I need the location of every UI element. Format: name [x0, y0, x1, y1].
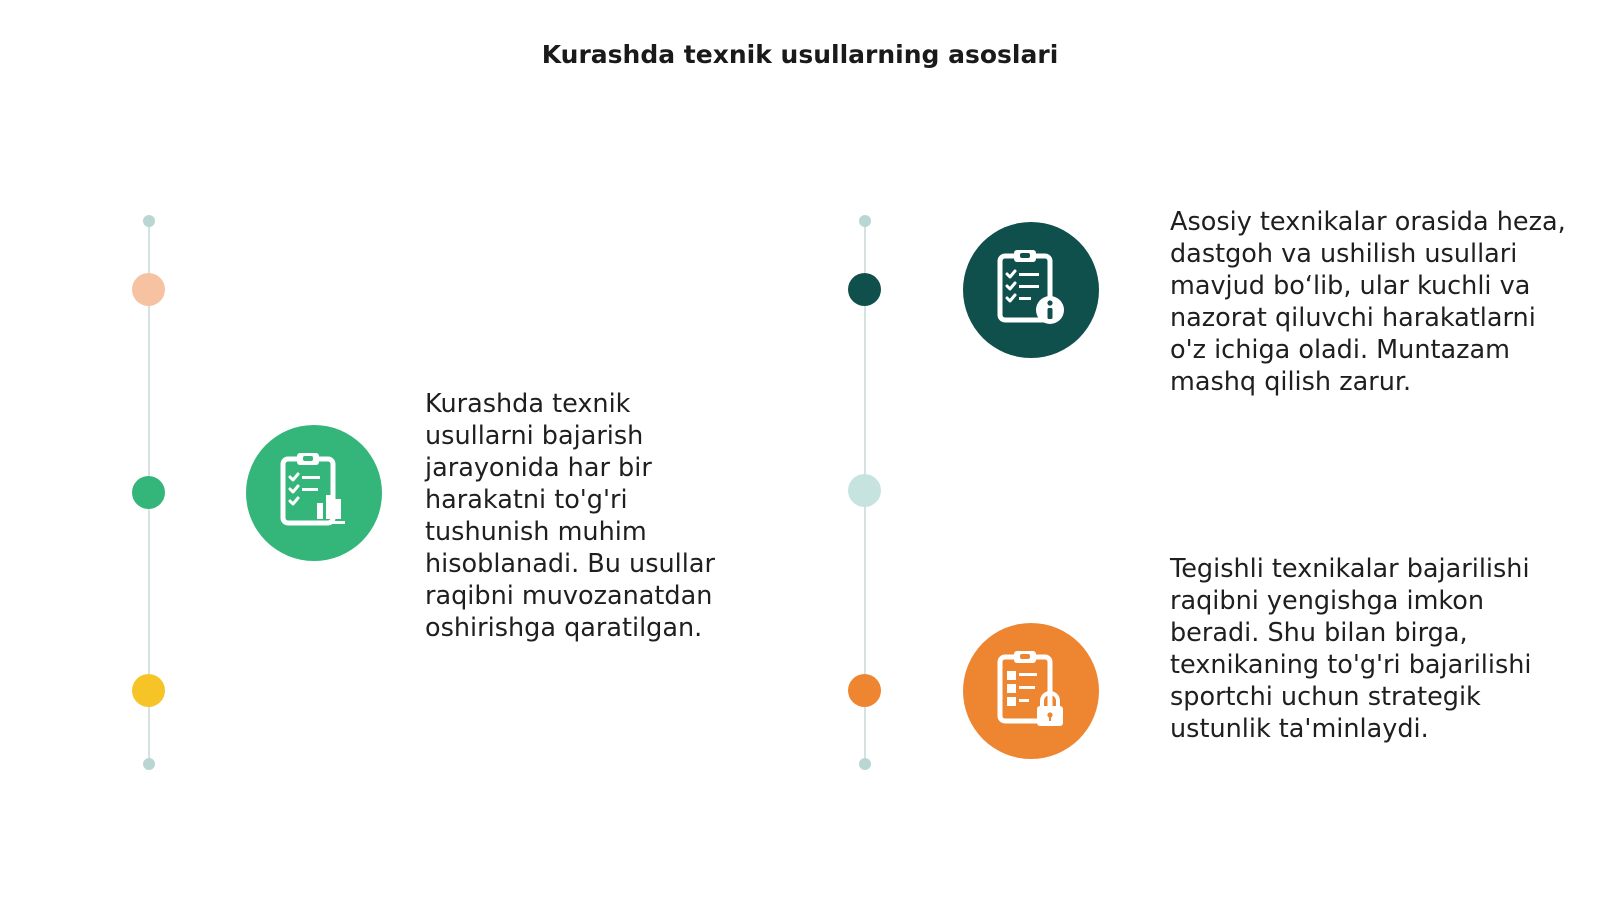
item-text-1: Kurashda texnik usullarni bajarish jarayonida har bir harakatni to'g'ri tushunish muhim hisoblanadi. Bu usullar raqibni muvozanatdan oshirishga qaratilgan. — [425, 389, 715, 643]
clipboard-chart-icon — [275, 451, 353, 535]
page-title: Kurashda texnik usullarning asoslari — [541, 40, 1059, 69]
item-text-2: Asosiy texnikalar orasida heza, dastgoh va ushilish usullari mavjud bo‘lib, ular kuchli va nazorat qiluvchi harakatlarni o'z ichiga oladi. Muntazam mashq qilish zarur. — [1170, 207, 1566, 397]
left-timeline-dot-yellow — [132, 674, 165, 707]
item-text-3: Tegishli texnikalar bajarilishi raqibni yengishga imkon beradi. Shu bilan birga, texnikaning to'g'ri bajarilishi sportchi uchun strategik ustunlik ta'minlaydi. — [1170, 554, 1532, 744]
left-timeline-dot-peach — [132, 273, 165, 306]
right-timeline-bottom-cap — [859, 758, 871, 770]
icon-badge-dark-teal — [963, 222, 1099, 358]
right-timeline-dot-mint — [848, 474, 881, 507]
clipboard-lock-icon — [992, 649, 1070, 733]
icon-badge-orange — [963, 623, 1099, 759]
right-timeline-dot-orange — [848, 674, 881, 707]
right-timeline-dot-dark-teal — [848, 273, 881, 306]
left-timeline-top-cap — [143, 215, 155, 227]
icon-badge-green — [246, 425, 382, 561]
right-timeline-top-cap — [859, 215, 871, 227]
clipboard-info-icon — [992, 248, 1070, 332]
left-timeline-bottom-cap — [143, 758, 155, 770]
left-timeline-dot-green — [132, 476, 165, 509]
